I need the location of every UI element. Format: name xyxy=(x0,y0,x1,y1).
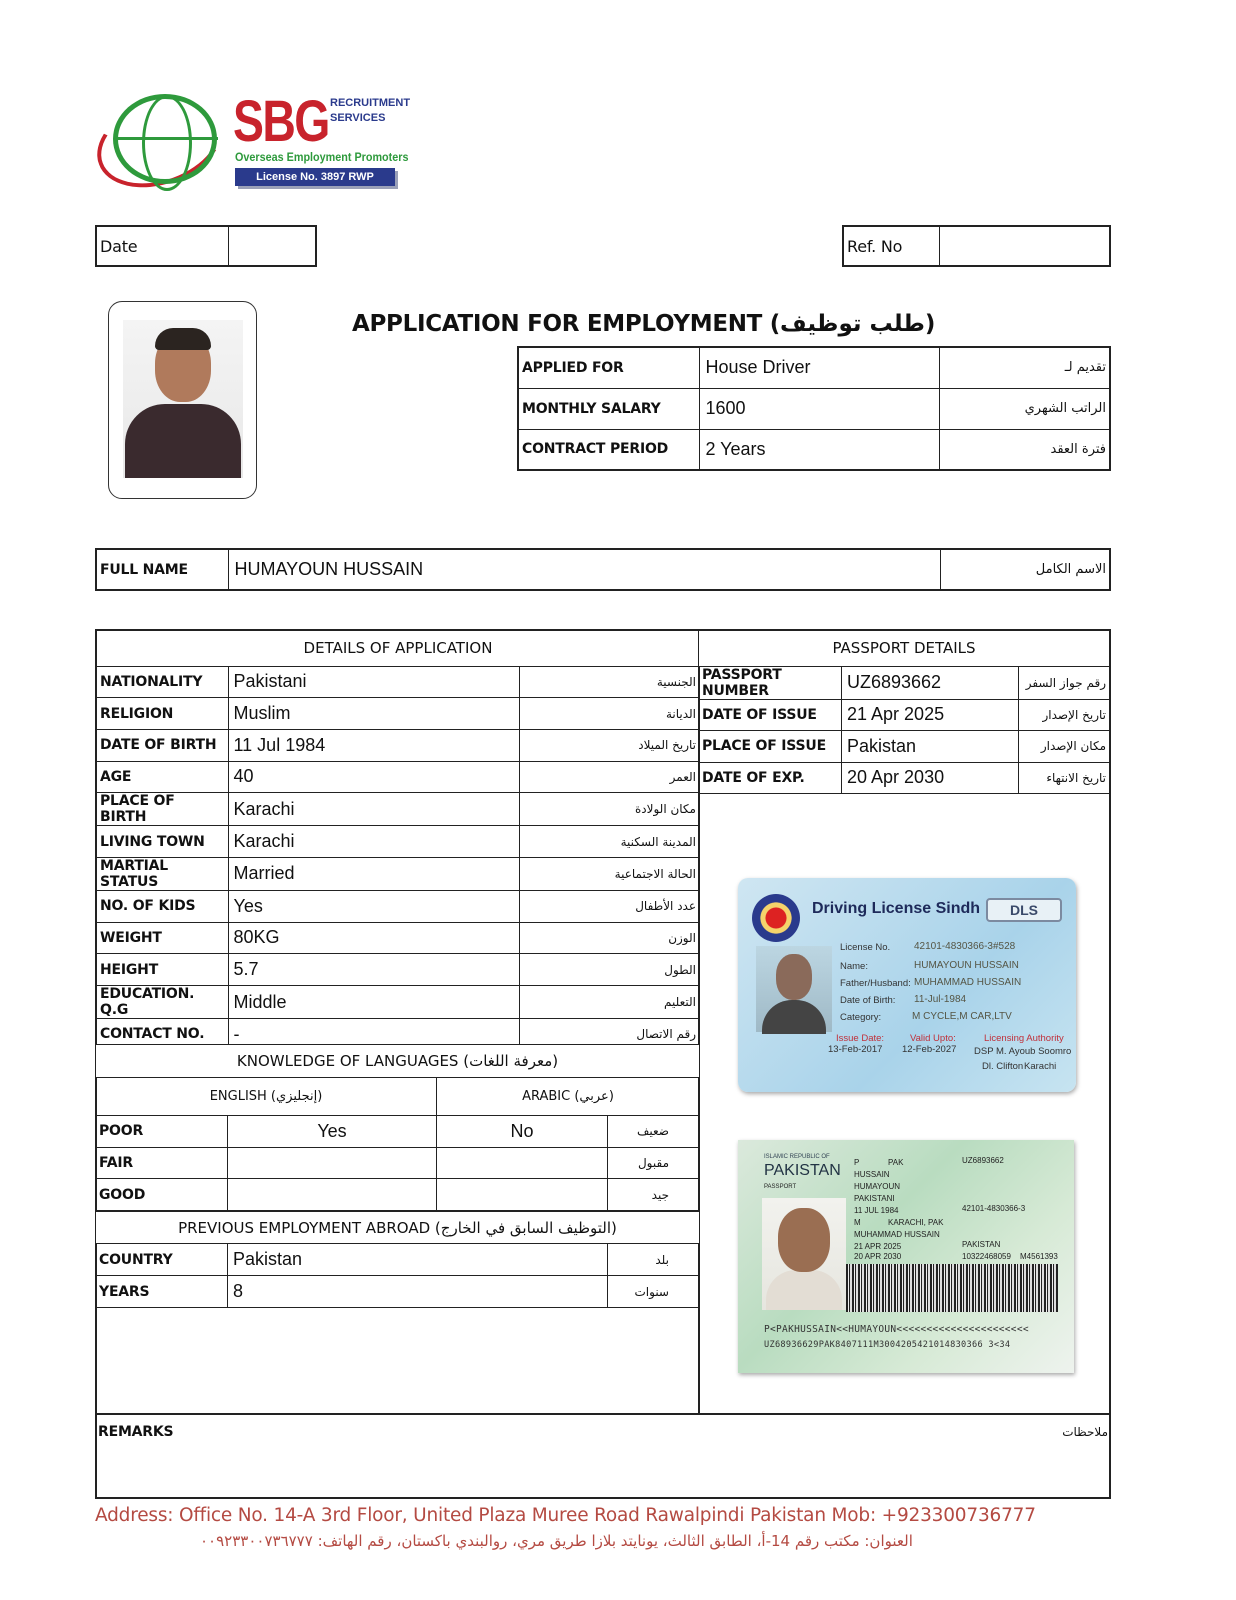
passport-label-ar: رقم جواز السفر xyxy=(1019,666,1111,699)
job-label: CONTRACT PERIOD xyxy=(518,429,699,470)
logo-name: SBG xyxy=(233,89,329,154)
passport-value: 21 Apr 2025 xyxy=(842,699,1019,731)
detail-label: LIVING TOWN xyxy=(96,826,228,858)
language-level-label-ar: ضعيف xyxy=(608,1116,700,1148)
passport-field: MUHAMMAD HUSSAIN xyxy=(854,1230,940,1239)
passport-code: PAK xyxy=(888,1158,904,1167)
details-row xyxy=(96,857,700,890)
footer-address: Address: Office No. 14-A 3rd Floor, United Plaza Muree Road Rawalpindi Pakistan Mob: +923300736777 xyxy=(95,1505,1036,1526)
job-label: MONTHLY SALARY xyxy=(518,388,699,429)
detail-label: HEIGHT xyxy=(96,954,228,986)
passport-label-ar: مكان الإصدار xyxy=(1019,731,1111,763)
detail-label-ar: عدد الأطفال xyxy=(519,890,700,922)
police-seal-icon xyxy=(752,894,800,942)
detail-label: MARTIAL STATUS xyxy=(96,857,228,890)
passport-label-ar: تاريخ الانتهاء xyxy=(1019,762,1111,794)
passport-field: 11 JUL 1984 xyxy=(854,1206,899,1215)
detail-label-ar: الجنسية xyxy=(519,666,700,698)
detail-label-ar: الديانة xyxy=(519,698,700,730)
detail-label: DATE OF BIRTH xyxy=(96,729,228,761)
job-row xyxy=(518,429,1110,470)
arabic-column-header: ARABIC (عربي) xyxy=(437,1078,700,1116)
license-field-label: Father/Husband: xyxy=(840,978,911,989)
detail-label-ar: العمر xyxy=(519,761,700,793)
passport-field: PAKISTANI xyxy=(854,1194,895,1203)
details-row xyxy=(96,890,700,922)
english-level-value: Yes xyxy=(228,1116,437,1148)
english-level-value xyxy=(228,1179,437,1211)
full-name-label-ar: الاسم الكامل xyxy=(940,549,1110,590)
license-field-label: License No. xyxy=(840,942,891,953)
date-field[interactable] xyxy=(228,226,316,266)
details-row xyxy=(96,954,700,986)
job-value: 2 Years xyxy=(699,429,939,470)
passport-card-number: UZ6893662 xyxy=(962,1156,1004,1165)
authority-city: Karachi xyxy=(1024,1061,1057,1072)
passport-image xyxy=(738,1140,1074,1373)
detail-label: EDUCATION. Q.G xyxy=(96,986,228,1019)
passport-mrz-line-1: P<PAKHUSSAIN<<HUMAYOUN<<<<<<<<<<<<<<<<<<<<<< xyxy=(764,1324,1029,1335)
logo-subtitle: Overseas Employment Promoters xyxy=(235,150,409,164)
driving-license-image xyxy=(738,878,1076,1092)
passport-doc-type: PASSPORT xyxy=(764,1184,797,1190)
license-card-title: Driving License Sindh xyxy=(812,900,981,917)
passport-label: DATE OF ISSUE xyxy=(699,699,842,731)
detail-value: 40 xyxy=(228,761,519,793)
license-field-label: Date of Birth: xyxy=(840,995,896,1006)
language-level-label: GOOD xyxy=(96,1179,228,1211)
full-name-value: HUMAYOUN HUSSAIN xyxy=(228,549,940,590)
full-name-label: FULL NAME xyxy=(96,549,228,590)
passport-value: UZ6893662 xyxy=(842,666,1019,699)
language-row xyxy=(96,1179,700,1211)
passport-table xyxy=(698,629,1111,794)
detail-value: - xyxy=(228,1019,519,1051)
detail-label-ar: الطول xyxy=(519,954,700,986)
language-row xyxy=(96,1116,700,1148)
passport-photo xyxy=(762,1198,846,1310)
passport-label: DATE OF EXP. xyxy=(699,762,842,794)
passport-field: KARACHI, PAK xyxy=(888,1218,944,1227)
arabic-level-value: No xyxy=(437,1116,608,1148)
passport-row xyxy=(699,666,1111,699)
passport-value: Pakistan xyxy=(842,731,1019,763)
full-name-row xyxy=(95,548,1111,591)
details-row xyxy=(96,986,700,1019)
detail-label: PLACE OF BIRTH xyxy=(96,793,228,826)
details-row xyxy=(96,666,700,698)
job-label-ar: تقديم لـ xyxy=(939,347,1110,388)
issue-date-value: 13-Feb-2017 xyxy=(828,1044,883,1055)
issue-date-label: Issue Date: xyxy=(836,1033,885,1044)
license-field-label: Category: xyxy=(840,1012,882,1023)
arabic-level-value xyxy=(437,1147,608,1179)
previous-label: COUNTRY xyxy=(96,1244,228,1276)
remarks-label: REMARKS xyxy=(98,1424,174,1440)
detail-label-ar: الحالة الاجتماعية xyxy=(519,857,700,890)
detail-value: Pakistani xyxy=(228,666,519,698)
details-row xyxy=(96,698,700,730)
detail-value: 5.7 xyxy=(228,954,519,986)
previous-label-ar: سنوات xyxy=(608,1276,700,1308)
dls-logo: DLS xyxy=(986,898,1062,922)
detail-label-ar: الوزن xyxy=(519,922,700,954)
previous-employment-table xyxy=(95,1211,700,1308)
passport-tracking: 10322468059 xyxy=(962,1252,1011,1261)
detail-value: Muslim xyxy=(228,698,519,730)
english-level-value xyxy=(228,1147,437,1179)
passport-booklet: M4561393 xyxy=(1020,1252,1058,1261)
passport-value: 20 Apr 2030 xyxy=(842,762,1019,794)
footer-address-ar: العنوان: مكتب رقم 14-أ، الطابق الثالث، يونايتد بلازا طريق مري، روالبندي باكستان، رقم الهاتف: ٠٠٩٢٣٣٠٠٧٣٦٧٧٧ xyxy=(200,1532,913,1550)
detail-value: Married xyxy=(228,857,519,890)
language-level-label: POOR xyxy=(96,1116,228,1148)
details-row xyxy=(96,922,700,954)
date-label: Date xyxy=(96,226,228,266)
job-label: APPLIED FOR xyxy=(518,347,699,388)
valid-upto-label: Valid Upto: xyxy=(910,1033,956,1044)
detail-value: 11 Jul 1984 xyxy=(228,729,519,761)
passport-cnic: 42101-4830366-3 xyxy=(962,1204,1026,1213)
authority-label: Licensing Authority xyxy=(984,1033,1064,1044)
languages-heading: KNOWLEDGE OF LANGUAGES (معرفة اللغات) xyxy=(96,1045,700,1078)
passport-field: HUMAYOUN xyxy=(854,1182,901,1191)
authority-office: Dl. Clifton xyxy=(982,1061,1024,1072)
valid-upto-value: 12-Feb-2027 xyxy=(902,1044,957,1055)
license-field-value: MUHAMMAD HUSSAIN xyxy=(914,977,1022,988)
ref-field[interactable] xyxy=(939,226,1110,266)
language-level-label-ar: مقبول xyxy=(608,1147,700,1179)
job-table xyxy=(517,346,1111,471)
license-field-value: HUMAYOUN HUSSAIN xyxy=(914,960,1019,971)
passport-issuer: ISLAMIC REPUBLIC OF xyxy=(764,1154,830,1160)
previous-employment-row xyxy=(96,1276,700,1308)
detail-value: Middle xyxy=(228,986,519,1019)
passport-type: P xyxy=(854,1158,860,1167)
applicant-photo-frame xyxy=(108,301,257,499)
license-field-value: 11-Jul-1984 xyxy=(914,994,967,1005)
passport-label: PLACE OF ISSUE xyxy=(699,731,842,763)
language-row xyxy=(96,1147,700,1179)
detail-label: AGE xyxy=(96,761,228,793)
language-level-label: FAIR xyxy=(96,1147,228,1179)
passport-heading: PASSPORT DETAILS xyxy=(699,630,1111,666)
remarks-field[interactable] xyxy=(100,1448,1100,1488)
remarks-label-ar: ملاحظات xyxy=(1062,1425,1108,1439)
license-field-value: 42101-4830366-3#528 xyxy=(914,941,1016,952)
detail-label: NATIONALITY xyxy=(96,666,228,698)
license-number: License No. 3897 RWP xyxy=(235,168,395,186)
previous-label-ar: بلد xyxy=(608,1244,700,1276)
detail-value: Karachi xyxy=(228,826,519,858)
license-field-value: M CYCLE,M CAR,LTV xyxy=(912,1011,1012,1022)
date-box xyxy=(95,225,317,267)
passport-barcode xyxy=(846,1264,1058,1312)
applicant-photo xyxy=(123,320,243,478)
page-title: APPLICATION FOR EMPLOYMENT (طلب توظيف) xyxy=(352,311,936,337)
details-row xyxy=(96,729,700,761)
passport-row xyxy=(699,762,1111,794)
details-heading: DETAILS OF APPLICATION xyxy=(96,630,700,666)
passport-authority: PAKISTAN xyxy=(962,1240,1001,1249)
detail-label-ar: تاريخ الميلاد xyxy=(519,729,700,761)
passport-row xyxy=(699,731,1111,763)
previous-value: Pakistan xyxy=(228,1244,608,1276)
job-value: House Driver xyxy=(699,347,939,388)
ref-box xyxy=(842,225,1111,267)
previous-employment-heading: PREVIOUS EMPLOYMENT ABROAD (التوظيف السابق في الخارج) xyxy=(96,1212,700,1244)
detail-value: Yes xyxy=(228,890,519,922)
logo-tagline: RECRUITMENT SERVICES xyxy=(330,97,411,124)
passport-field: 20 APR 2030 xyxy=(854,1252,902,1261)
license-field-label: Name: xyxy=(840,961,868,972)
details-row xyxy=(96,761,700,793)
previous-employment-row xyxy=(96,1244,700,1276)
passport-country: PAKISTAN xyxy=(764,1162,841,1179)
job-label-ar: الراتب الشهري xyxy=(939,388,1110,429)
arabic-level-value xyxy=(437,1179,608,1211)
detail-label-ar: رقم الاتصال xyxy=(519,1019,700,1051)
details-table xyxy=(95,629,700,1051)
job-value: 1600 xyxy=(699,388,939,429)
detail-label: CONTACT NO. xyxy=(96,1019,228,1051)
detail-value: 80KG xyxy=(228,922,519,954)
details-row xyxy=(96,793,700,826)
passport-mrz-line-2: UZ68936629PAK8407111M3004205421014830366 3<34 xyxy=(764,1340,1011,1350)
detail-label-ar: التعليم xyxy=(519,986,700,1019)
job-row xyxy=(518,388,1110,429)
detail-label-ar: المدينة السكنية xyxy=(519,826,700,858)
license-photo xyxy=(756,946,832,1032)
remarks-divider xyxy=(95,1413,1111,1415)
authority-name: DSP M. Ayoub Soomro xyxy=(974,1046,1072,1057)
languages-table xyxy=(95,1044,700,1211)
detail-label: RELIGION xyxy=(96,698,228,730)
company-logo xyxy=(95,89,411,192)
passport-row xyxy=(699,699,1111,731)
globe-icon xyxy=(113,94,217,184)
english-column-header: ENGLISH (إنجليزي) xyxy=(96,1078,437,1116)
job-label-ar: فترة العقد xyxy=(939,429,1110,470)
passport-label: PASSPORT NUMBER xyxy=(699,666,842,699)
passport-field: HUSSAIN xyxy=(854,1170,890,1179)
passport-label-ar: تاريخ الإصدار xyxy=(1019,699,1111,731)
passport-field: 21 APR 2025 xyxy=(854,1242,902,1251)
job-row xyxy=(518,347,1110,388)
details-row xyxy=(96,826,700,858)
previous-value: 8 xyxy=(228,1276,608,1308)
passport-field: M xyxy=(854,1218,861,1227)
ref-label: Ref. No xyxy=(843,226,939,266)
detail-label: WEIGHT xyxy=(96,922,228,954)
detail-value: Karachi xyxy=(228,793,519,826)
language-level-label-ar: جيد xyxy=(608,1179,700,1211)
detail-label-ar: مكان الولادة xyxy=(519,793,700,826)
detail-label: NO. OF KIDS xyxy=(96,890,228,922)
previous-label: YEARS xyxy=(96,1276,228,1308)
